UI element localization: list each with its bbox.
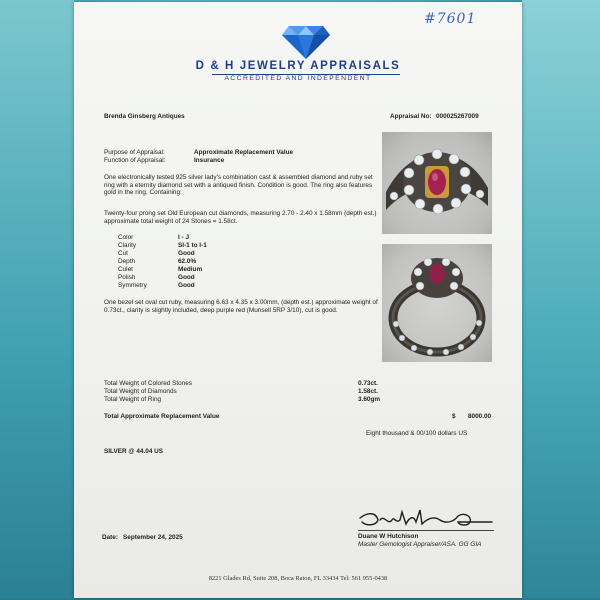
ruby-description: One bezel set oval cut ruby, measuring 6.63 x 4.35 x 3.00mm, (depth est.) approximate weight of 0.73ct., clarity is slightly included, deep purple red (Munsell 5RP 3/10), cut is good. [104,299,378,314]
total-colored-value: 0.73ct. [358,380,378,387]
spec-label: Polish [118,274,136,281]
appraisal-document [74,2,522,598]
appraisal-number: 000025267009 [436,113,479,120]
total-diamonds-label: Total Weight of Diamonds [104,388,177,395]
spec-value: Good [178,282,195,289]
diamonds-description: Twenty-four prong set Old European cut diamonds, measuring 2.70 - 2.40 x 1.58mm (depth est.) approximate total weight of 24 Stones = 1.58ct. [104,210,377,225]
spec-label: Clarity [118,242,137,249]
date-label: Date: [102,534,118,541]
function-value: Insurance [194,157,225,164]
spec-value: I - J [178,234,190,241]
currency-symbol: $ [452,413,456,420]
appraiser-title: Master Gemologist Appraiser/ASA. GG GIA [358,541,482,548]
silver-price-note: SILVER @ 44.04 US [104,448,164,455]
value-in-words: Eight thousand & 00/100 dollars US [366,430,468,437]
total-ring-value: 3.60gm [358,396,381,403]
signature-line [358,530,494,531]
spec-label: Depth [118,258,136,265]
date-value: September 24, 2025 [123,534,183,541]
appraiser-name: Duane W Hutchison [358,533,419,540]
handwritten-note: #7601 [424,11,477,27]
diamond-logo-icon [281,24,331,60]
background-right [522,0,600,600]
replacement-value-label: Total Approximate Replacement Value [104,413,220,420]
purpose-value: Approximate Replacement Value [194,149,294,156]
purpose-label: Purpose of Appraisal: [104,149,165,156]
spec-value: Good [178,250,195,257]
company-name: D & H JEWELRY APPRAISALS [195,60,401,72]
ring-photo-top [382,132,492,234]
spec-label: Symmetry [118,282,147,289]
spec-label: Culet [118,266,133,273]
appraisal-number-label: Appraisal No: [390,113,432,120]
client-name: Brenda Ginsberg Antiques [104,113,185,120]
function-label: Function of Appraisal: [104,157,166,164]
spec-value: Good [178,274,195,281]
spec-value: 62.0% [178,258,197,265]
spec-value: SI-1 to I-1 [178,242,207,249]
total-ring-label: Total Weight of Ring [104,396,162,403]
spec-value: Medium [178,266,203,273]
spec-label: Cut [118,250,128,257]
total-colored-label: Total Weight of Colored Stones [104,380,192,387]
appraiser-signature [354,502,500,532]
background-left [0,0,74,600]
company-subtitle: ACCREDITED AND INDEPENDENT [224,75,372,82]
ring-photo-side [382,244,492,362]
item-description: One electronically tested 925 silver lady's combination cast & assembled diamond and ruby set ring with a eternity diamond set with a antiqued finish. Condition is good. The ring also features gold in the ring. Containing: [104,174,373,197]
total-diamonds-value: 1.58ct. [358,388,378,395]
spec-label: Color [118,234,134,241]
replacement-value: 8000.00 [468,413,492,420]
footer-address: 8221 Glades Rd, Suite 208, Boca Raton, FL 33434 Tel: 561 955-0438 [208,575,388,582]
